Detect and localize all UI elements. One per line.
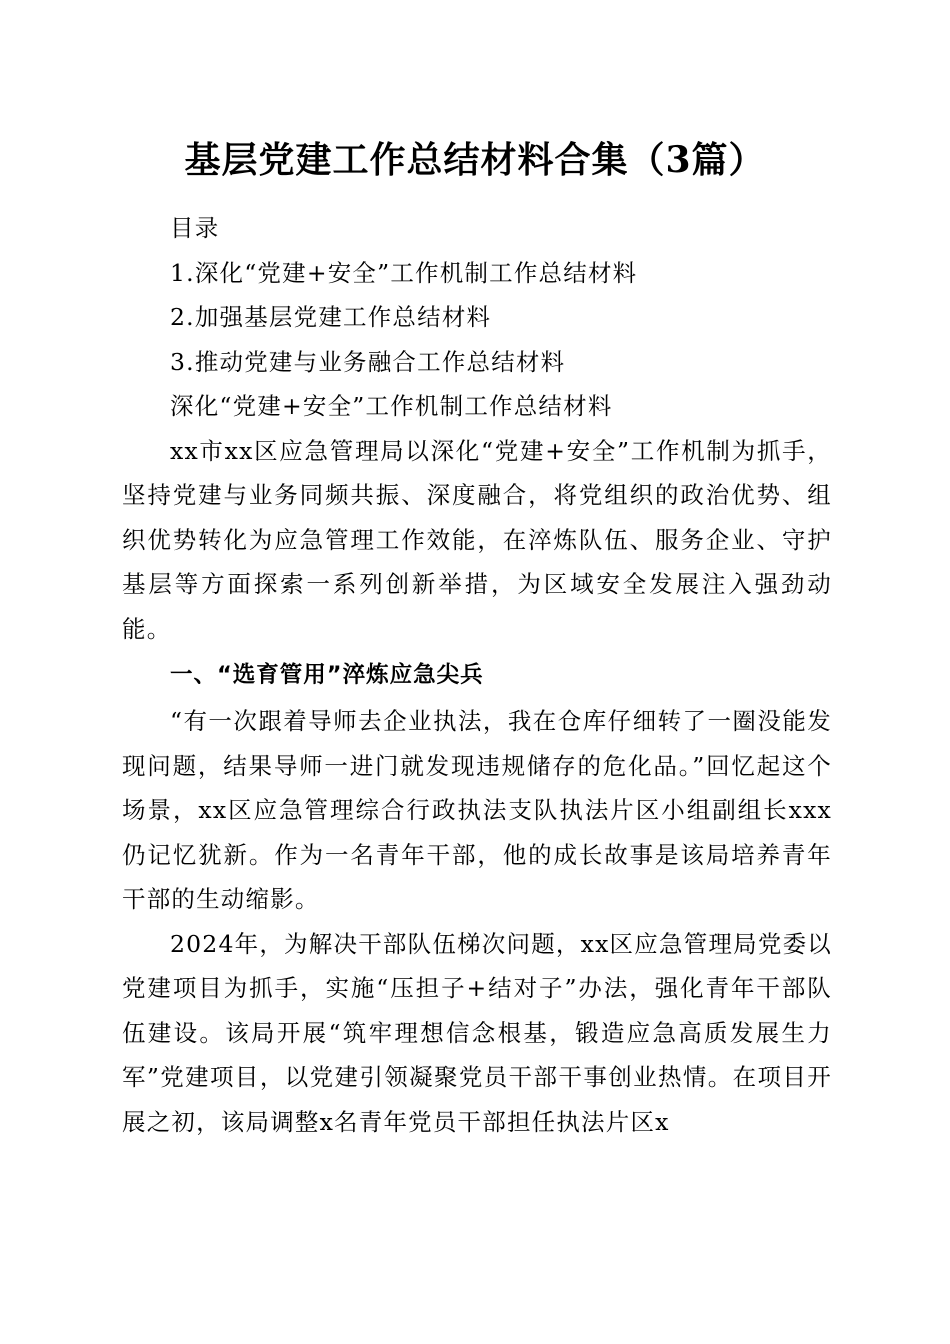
section-1-paragraph-1: “有一次跟着导师去企业执法，我在仓库仔细转了一圈没能发现问题，结果导师一进门就发现违规储存的危化品。”回忆起这个场景，xx区应急管理综合行政执法支队执法片区小组副组长xxx仍记忆犹新。作为一名青年干部，他的成长故事是该局培养青年干部的生动缩影。: [122, 707, 832, 913]
section-1-paragraph-2: 2024年，为解决干部队伍梯次问题，xx区应急管理局党委以党建项目为抓手，实施“压担子+结对子”办法，强化青年干部队伍建设。该局开展“筑牢理想信念根基，锻造应急高质发展生力军”党建项目，以党建引领凝聚党员干部干事创业热情。在项目开展之初，该局调整x名青年党员干部担任执法片区x: [122, 929, 832, 1136]
toc-item-1: 1.深化“党建+安全”工作机制工作总结材料: [170, 258, 638, 287]
intro-paragraph: xx市xx区应急管理局以深化“党建+安全”工作机制为抓手，坚持党建与业务同频共振、深度融合，将党组织的政治优势、组织优势转化为应急管理工作效能，在淬炼队伍、服务企业、守护基层等方面探索一系列创新举措，为区域安全发展注入强劲动能。: [122, 436, 832, 643]
toc-label: 目录: [170, 214, 220, 242]
toc-item-3: 3.推动党建与业务融合工作总结材料: [170, 347, 566, 376]
toc-item-2: 2.加强基层党建工作总结材料: [170, 303, 492, 331]
section-heading-1: 一、“选育管用”淬炼应急尖兵: [170, 662, 484, 688]
document-body: [122, 206, 832, 1144]
document-title: 基层党建工作总结材料合集（3篇）: [184, 139, 766, 181]
article-title: 深化“党建+安全”工作机制工作总结材料: [170, 392, 613, 420]
